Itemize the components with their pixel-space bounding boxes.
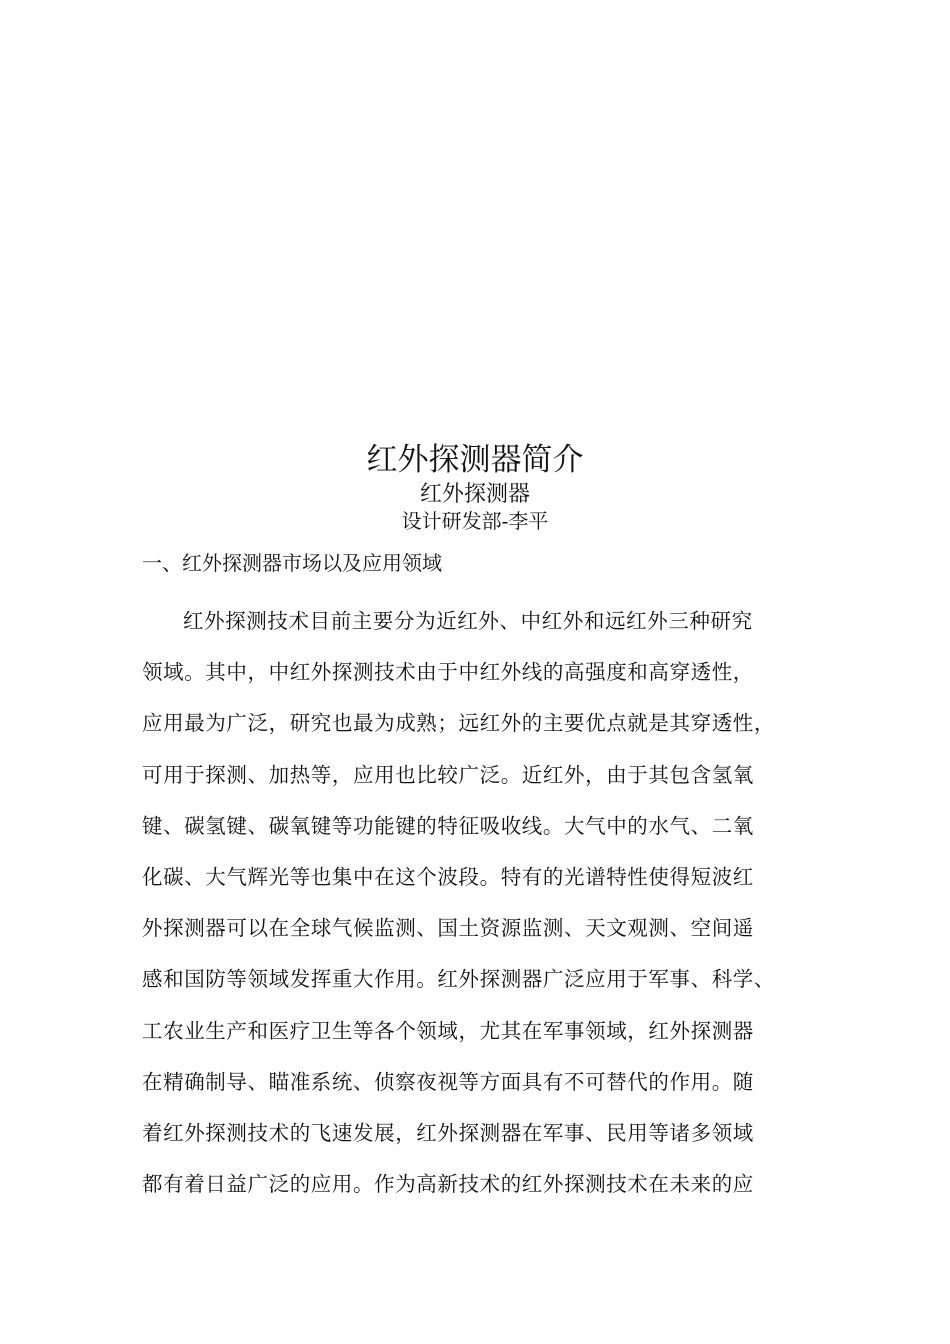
document-title: 红外探测器简介 xyxy=(366,442,584,478)
section-heading: 一、红外探测器市场以及应用领域 xyxy=(142,551,442,575)
paragraph-line: 着红外探测技术的飞速发展，红外探测器在军事、民用等诸多领域 xyxy=(142,1120,754,1145)
paragraph-line: 领域。其中，中红外探测技术由于中红外线的高强度和高穿透性， xyxy=(142,660,754,685)
paragraph-line: 可用于探测、加热等，应用也比较广泛。近红外，由于其包含氢氧 xyxy=(142,762,754,787)
paragraph-line: 键、碳氢键、碳氧键等功能键的特征吸收线。大气中的水气、二氧 xyxy=(142,813,754,838)
title-block xyxy=(0,438,950,534)
paragraph-line: 都有着日益广泛的应用。作为高新技术的红外探测技术在未来的应 xyxy=(142,1172,754,1197)
paragraph-line: 工农业生产和医疗卫生等各个领域，尤其在军事领域，红外探测器 xyxy=(142,1018,754,1043)
paragraph-line: 外探测器可以在全球气候监测、国土资源监测、天文观测、空间遥 xyxy=(142,916,754,941)
paragraph-line: 红外探测技术目前主要分为近红外、中红外和远红外三种研究 xyxy=(183,609,753,633)
paragraph-line: 感和国防等领域发挥重大作用。红外探测器广泛应用于军事、科学、 xyxy=(142,967,775,992)
paragraph-line: 化碳、大气辉光等也集中在这个波段。特有的光谱特性使得短波红 xyxy=(142,864,754,889)
document-author: 设计研发部-李平 xyxy=(401,509,549,533)
paragraph-line: 应用最为广泛，研究也最为成熟；远红外的主要优点就是其穿透性， xyxy=(142,711,775,736)
body-paragraph xyxy=(142,596,822,1210)
document-subtitle: 红外探测器 xyxy=(419,482,530,507)
paragraph-line: 在精确制导、瞄准系统、侦察夜视等方面具有不可替代的作用。随 xyxy=(142,1069,754,1094)
